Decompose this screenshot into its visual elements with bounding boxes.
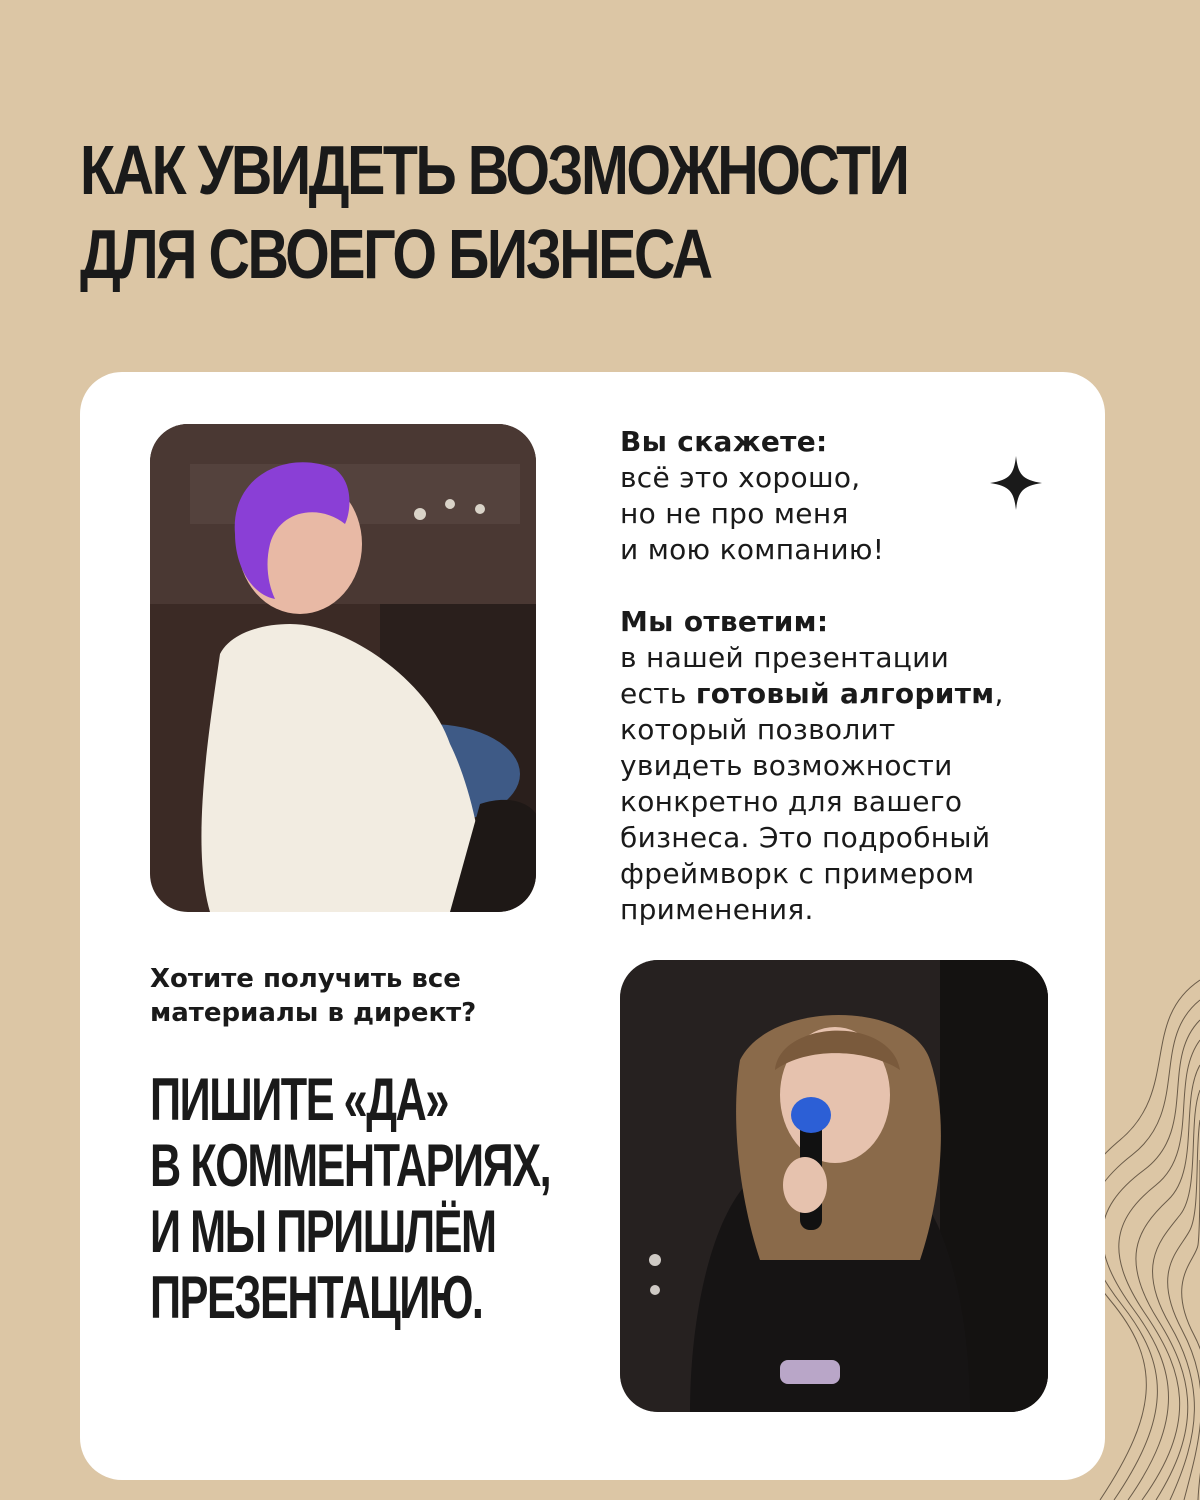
- answer-line-7: фреймворк с примером: [620, 857, 975, 890]
- objection-line-1: всё это хорошо,: [620, 461, 861, 494]
- photo-speaker-purple-hair: [150, 424, 536, 912]
- question-line-1: Хотите получить все: [150, 964, 461, 994]
- page-title-line-1: КАК УВИДЕТЬ ВОЗМОЖНОСТИ: [80, 131, 908, 209]
- content-card: [80, 372, 1105, 1480]
- cta-line-2: В КОММЕНТАРИЯХ,: [150, 1132, 551, 1199]
- objection-heading: Вы скажете:: [620, 425, 828, 458]
- page-title: [80, 128, 908, 296]
- answer-line-5: конкретно для вашего: [620, 785, 963, 818]
- cta-line-1: ПИШИТЕ «ДА»: [150, 1066, 448, 1133]
- answer-highlight: готовый алгоритм: [695, 677, 995, 710]
- answer-line-1: в нашей презентации: [620, 641, 950, 674]
- call-to-action: [150, 1067, 582, 1331]
- objection-line-2: но не про меня: [620, 497, 849, 530]
- answer-line-2: [620, 676, 1080, 712]
- photo-speaker-microphone: [620, 960, 1048, 1412]
- objection-answer-text: [620, 424, 1080, 928]
- answer-line-3: который позволит: [620, 713, 896, 746]
- question-line-2: материалы в директ?: [150, 998, 477, 1028]
- answer-line-2-suffix: ,: [994, 677, 1004, 710]
- answer-line-2-prefix: есть: [620, 677, 696, 710]
- answer-heading: Мы ответим:: [620, 605, 829, 638]
- answer-line-4: увидеть возможности: [620, 749, 953, 782]
- cta-line-3: И МЫ ПРИШЛЁМ: [150, 1198, 496, 1265]
- answer-line-8: применения.: [620, 893, 814, 926]
- objection-line-3: и мою компанию!: [620, 533, 885, 566]
- page-title-line-2: ДЛЯ СВОЕГО БИЗНЕСА: [80, 215, 711, 293]
- answer-line-6: бизнеса. Это подробный: [620, 821, 991, 854]
- question-text: [150, 962, 570, 1030]
- cta-line-4: ПРЕЗЕНТАЦИЮ.: [150, 1264, 483, 1331]
